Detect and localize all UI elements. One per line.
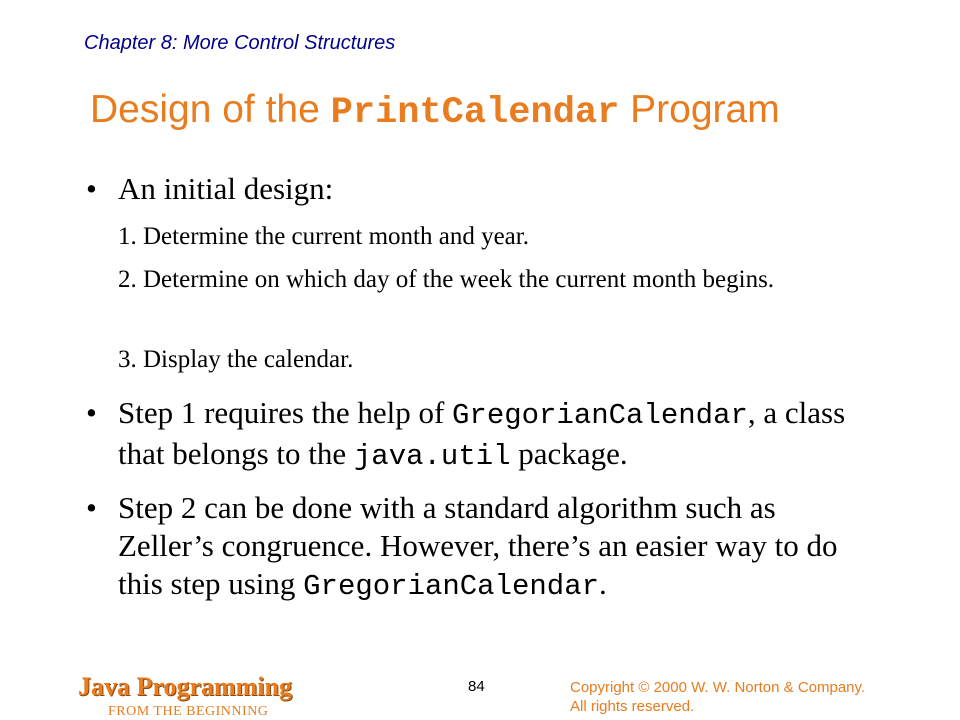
bullet-initial-design: An initial design: [118, 171, 334, 206]
copyright-line-1: Copyright © 2000 W. W. Norton & Company. [570, 679, 866, 696]
bullet-step-1-text: , a class that belongs to the [118, 395, 846, 471]
title-code: PrintCalendar [330, 92, 620, 134]
code-java-util: java.util [353, 440, 511, 473]
bullet-step-1-text: Step 1 requires the help of [118, 395, 453, 430]
bullet-step-1-text: package. [510, 436, 628, 471]
step-2: 2. Determine on which day of the week the current month begins. [118, 266, 775, 293]
bullet-marker: • [86, 395, 97, 430]
code-gregoriancalendar: GregorianCalendar [303, 570, 600, 603]
step-3: 3. Display the calendar. [118, 346, 354, 373]
bullet-step-2 [118, 489, 878, 606]
copyright-line-2: All rights reserved. [570, 698, 695, 715]
step-1: 1. Determine the current month and year. [118, 223, 529, 250]
bullet-step-2-text: . [599, 566, 607, 601]
footer-brand-logo: Java Programming [78, 672, 292, 701]
title-suffix: Program [619, 88, 780, 131]
code-gregoriancalendar: GregorianCalendar [452, 399, 748, 432]
copyright-notice [570, 678, 910, 716]
footer-brand-subtitle: FROM THE BEGINNING [108, 704, 269, 719]
bullet-step-1 [118, 394, 898, 476]
page-number: 84 [468, 678, 485, 695]
title-prefix: Design of the [90, 88, 331, 131]
chapter-heading: Chapter 8: More Control Structures [84, 32, 396, 54]
bullet-marker: • [86, 490, 97, 525]
bullet-marker: • [86, 171, 97, 206]
bullet-step-2-text: Step 2 can be done with a standard algorithm such as Zeller’s congruence. However, there’s an easier way to do this step using [118, 490, 838, 601]
